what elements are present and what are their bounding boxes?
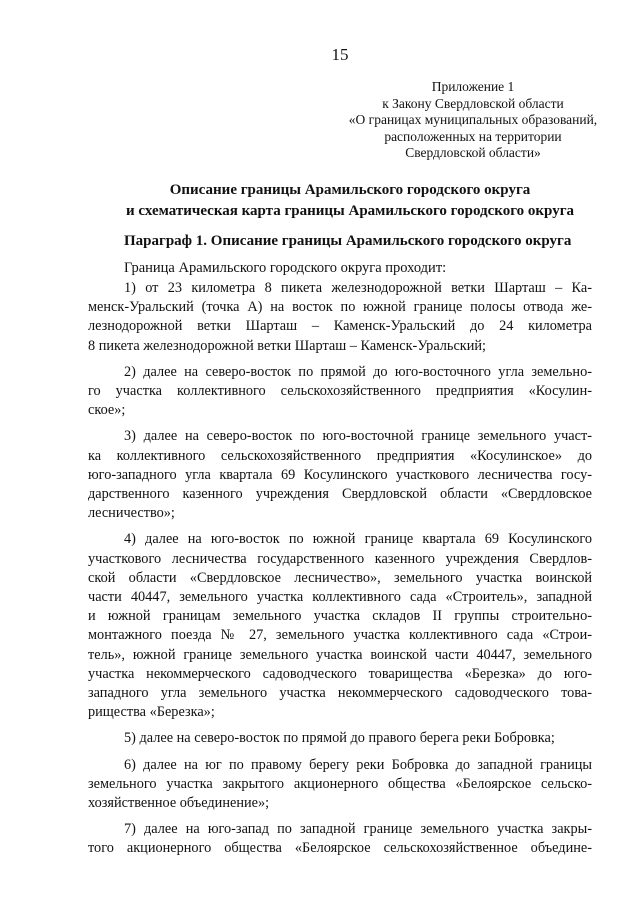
- item-line: 3) далее на северо-восток по юго-восточной границе земельного участ-: [124, 428, 592, 445]
- item-line: 8 пикета железнодорожной ветки Шарташ – Каменск-Уральский;: [88, 337, 487, 354]
- item-line: лезнодорожной ветки Шарташ – Каменск-Уральский до 24 километра: [88, 318, 592, 335]
- title-line: и схематическая карта границы Арамильского городского округа: [125, 203, 574, 219]
- item-line: ка коллективного сельскохозяйственного предприятия «Косулинское» до: [88, 447, 592, 464]
- item-line: 2) далее на северо-восток по прямой до юго-восточного угла земельно-: [124, 363, 592, 380]
- item-line: монтажного поезда № 27, земельного участка коллективного сада «Строи-: [88, 627, 592, 644]
- item-line: 4) далее на юго-восток по южной границе квартала 69 Косулинского: [124, 531, 592, 548]
- boundary-item: [88, 530, 592, 722]
- document-title: [80, 180, 620, 222]
- boundary-item: [88, 729, 592, 748]
- item-line: участка некоммерческого садоводческого товарищества «Березка» до юго-: [88, 665, 592, 682]
- appendix-line: Приложение 1: [431, 79, 515, 94]
- boundary-description: [88, 279, 592, 866]
- item-line: западного угла земельного участка некоммерческого садоводческого това-: [88, 685, 592, 702]
- item-line: участкового лесничества государственного казенного учреждения Свердлов-: [88, 550, 592, 567]
- item-line: лесничество»;: [88, 505, 175, 522]
- item-line: го участка коллективного сельскохозяйственного предприятия «Косулин-: [88, 383, 592, 400]
- item-line: хозяйственное объединение»;: [88, 795, 270, 812]
- appendix-line: «О границах муниципальных образований,: [348, 112, 598, 127]
- item-line: земельного участка закрытого акционерного общества «Белоярское сельско-: [88, 775, 592, 792]
- item-line: ское»;: [88, 402, 126, 419]
- item-line: юго-западного угла квартала 69 Косулинского участкового лесничества госу-: [88, 466, 592, 483]
- paragraph-heading: Параграф 1. Описание границы Арамильского городского округа: [124, 233, 572, 249]
- item-line: части 40447, земельного участка коллективного сада «Строитель», западной: [88, 589, 592, 606]
- appendix-line: расположенных на территории: [384, 128, 562, 144]
- item-line: 5) далее на северо-восток по прямой до правого берега реки Бобровка;: [124, 730, 555, 747]
- page-number: 15: [331, 45, 349, 64]
- boundary-item: [88, 820, 592, 858]
- intro-text: Граница Арамильского городского округа проходит:: [124, 260, 447, 276]
- boundary-item: [88, 363, 592, 421]
- boundary-item: [88, 756, 592, 814]
- appendix-line: к Закону Свердловской области: [382, 95, 564, 111]
- appendix-line: Свердловской области»: [405, 145, 541, 160]
- item-line: 7) далее на юго-запад по западной границе земельного участка закры-: [124, 821, 592, 838]
- item-line: 6) далее на юг по правому берегу реки Бобровка до западной границы: [124, 756, 592, 773]
- item-line: того акционерного общества «Белоярское сельскохозяйственное объедине-: [88, 840, 592, 857]
- boundary-item: [88, 427, 592, 523]
- item-line: ской области «Свердловское лесничество», земельного участка воинской: [88, 569, 592, 586]
- appendix-header: [348, 79, 598, 162]
- item-line: и южной границам земельного участка складов II группы строительно-: [88, 608, 592, 625]
- item-line: дарственного казенного учреждения Свердловской области «Свердловское: [88, 486, 592, 503]
- item-line: тель», южной границе земельного участка воинской части 40447, земельного: [88, 646, 592, 663]
- item-line: рищества «Березка»;: [88, 704, 215, 721]
- title-line: Описание границы Арамильского городского округа: [169, 182, 531, 198]
- boundary-item: [88, 279, 592, 356]
- item-line: 1) от 23 километра 8 пикета железнодорожной ветки Шарташ – Ка-: [124, 280, 592, 296]
- item-line: менск-Уральский (точка А) на восток по южной границе полосы отвода же-: [88, 299, 592, 316]
